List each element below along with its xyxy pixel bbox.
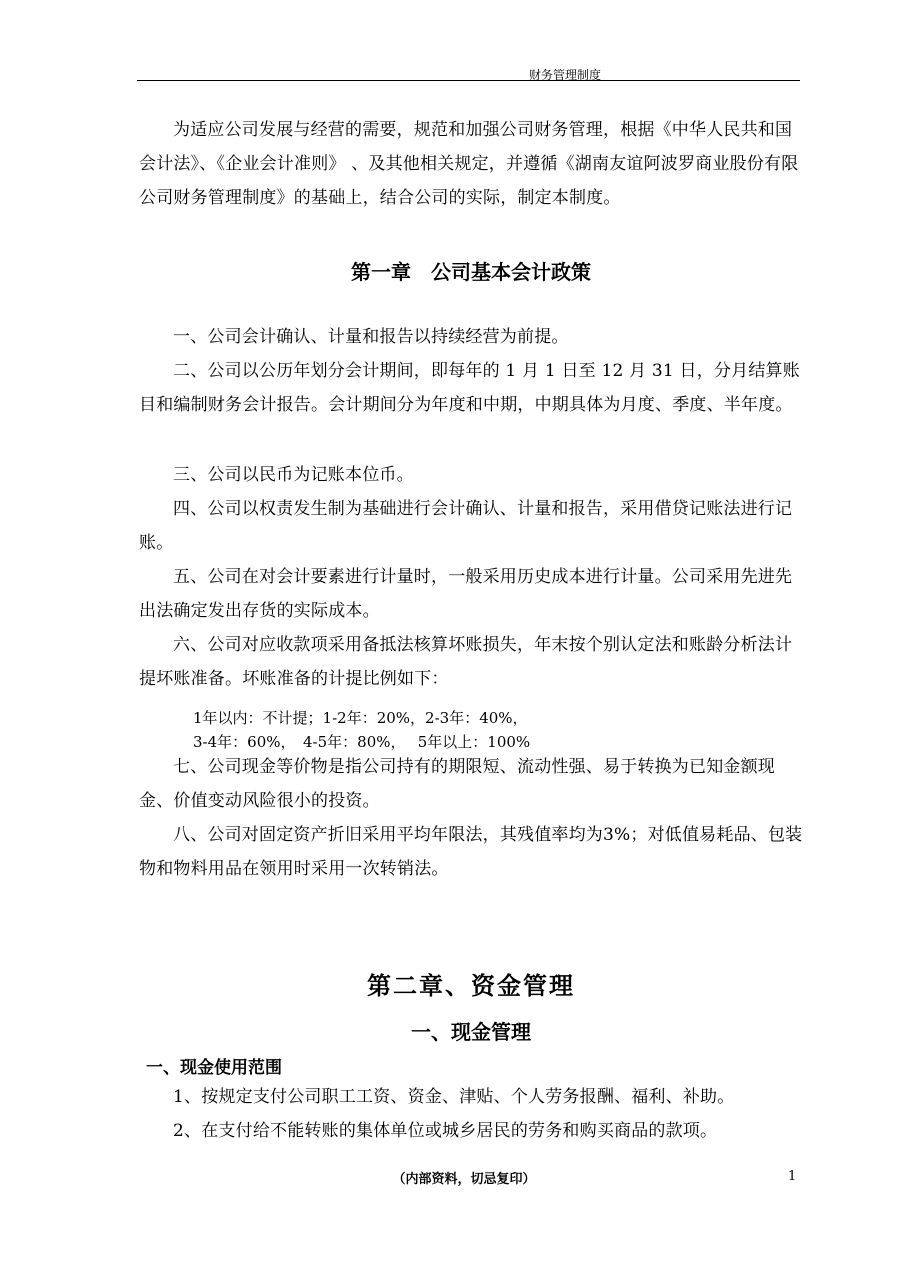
policy-item-8: 八、公司对固定资产折旧采用平均年限法，其残值率均为3%；对低值易耗品、包装物和物料用品在领用时采用一次转销法。 [139, 825, 803, 879]
policy-item-5: 五、公司在对会计要素进行计量时，一般采用历史成本进行计量。公司采用先进先出法确定发出存货的实际成本。 [139, 567, 793, 621]
cash-usage-item-2: 2、在支付给不能转账的集体单位或城乡居民的劳务和购买商品的款项。 [173, 1121, 718, 1141]
intro-paragraph: 为适应公司发展与经营的需要，规范和加强公司财务管理，根据《中华人民共和国会计法》、《企业会计准则》 、及其他相关规定，并遵循《湖南友谊阿波罗商业股份有限公司财务管理制度》的基础上，结合公司的实际，制定本制度。 [139, 120, 799, 208]
section-cash-management-title: 一、现金管理 [411, 1020, 531, 1044]
header-title: 财务管理制度 [528, 68, 601, 82]
chapter-1-title: 第一章 公司基本会计政策 [351, 260, 591, 284]
policy-item-6: 六、公司对应收款项采用备抵法核算坏账损失，年末按个别认定法和账龄分析法计提坏账准备。坏账准备的计提比例如下： [139, 635, 793, 689]
subsection-cash-usage-title: 一、现金使用范围 [146, 1058, 282, 1078]
header-rule [137, 80, 800, 81]
policy-item-7: 七、公司现金等价物是指公司持有的期限短、流动性强、易于转换为已知金额现金、价值变动风险很小的投资。 [139, 757, 775, 811]
policy-item-3: 三、公司以民币为记账本位币。 [173, 465, 414, 485]
chapter-2-title: 第二章、资金管理 [367, 972, 575, 1000]
footer-note: （内部资料，切忌复印） [392, 1172, 536, 1187]
policy-item-4: 四、公司以权责发生制为基础进行会计确认、计量和报告，采用借贷记账法进行记账。 [139, 499, 793, 553]
cash-usage-item-1: 1、按规定支付公司职工工资、资金、津贴、个人劳务报酬、福利、补助。 [173, 1087, 735, 1107]
bad-debt-rates-line-2: 3-4年：60%， 4-5年：80%， 5年以上：100% [193, 733, 531, 751]
bad-debt-rates-line-1: 1年以内：不计提；1-2年：20%，2-3年：40%， [193, 709, 528, 727]
policy-item-2: 二、公司以公历年划分会计期间，即每年的 1 月 1 日至 12 月 31 日，分月结算账目和编制财务会计报告。会计期间分为年度和中期，中期具体为月度、季度、半年度。 [139, 361, 800, 415]
policy-item-1: 一、公司会计确认、计量和报告以持续经营为前提。 [173, 327, 569, 347]
page-number: 1 [788, 1169, 797, 1184]
